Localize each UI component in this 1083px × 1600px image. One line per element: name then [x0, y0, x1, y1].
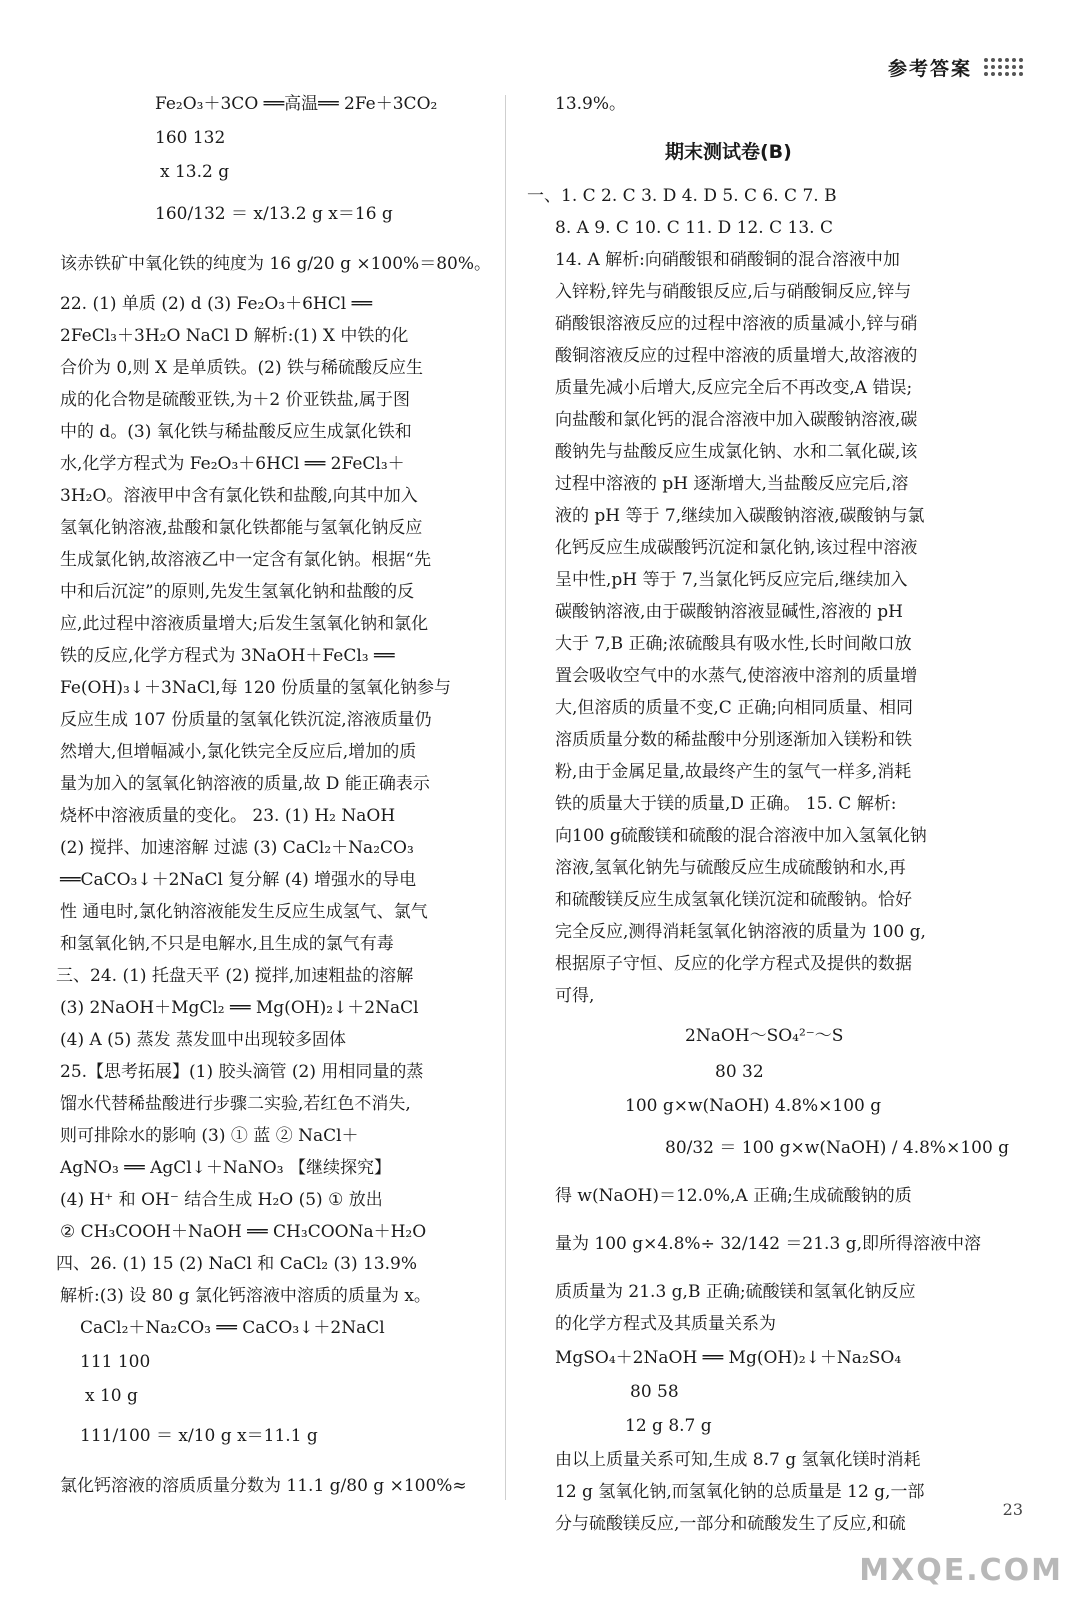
text-line: 和氢氧化钠,不只是电解水,且生成的氯气有毒 [60, 934, 394, 954]
text-line: 大于 7,B 正确;浓硫酸具有吸水性,长时间敞口放 [555, 634, 912, 654]
text-line: 碳酸钠溶液,由于碳酸钠溶液显碱性,溶液的 pH [555, 602, 903, 622]
text-line: MgSO₄＋2NaOH ══ Mg(OH)₂↓＋Na₂SO₄ [555, 1348, 902, 1368]
text-line: 大,但溶质的质量不变,C 正确;向相同质量、相同 [555, 698, 913, 718]
text-line: 液的 pH 等于 7,继续加入碳酸钠溶液,碳酸钠与氯 [555, 506, 925, 526]
text-line: 可得, [555, 986, 595, 1006]
text-line: 由以上质量关系可知,生成 8.7 g 氢氧化镁时消耗 [555, 1450, 921, 1470]
text-line: 合价为 0,则 X 是单质铁。(2) 铁与稀硫酸反应生 [60, 358, 424, 378]
text-line: 的化学方程式及其质量关系为 [555, 1314, 776, 1334]
text-line: 反应生成 107 份质量的氢氧化铁沉淀,溶液质量仍 [60, 710, 432, 730]
dots-decoration-icon [984, 58, 1023, 76]
text-line: x 13.2 g [160, 162, 230, 182]
text-line: 氢氧化钠溶液,盐酸和氯化铁都能与氢氧化钠反应 [60, 518, 423, 538]
text-line: ══CaCO₃↓＋2NaCl 复分解 (4) 增强水的导电 [60, 870, 417, 890]
text-line: 2NaOH～SO₄²⁻～S [685, 1026, 844, 1046]
text-line: 质量先减小后增大,反应完全后不再改变,A 错误; [555, 378, 913, 398]
text-line: 80/32 ＝ 100 g×w(NaOH) / 4.8%×100 g [665, 1138, 1010, 1158]
text-line: Fe₂O₃＋3CO ══高温══ 2Fe＋3CO₂ [155, 94, 438, 114]
text-line: 12 g 氢氧化钠,而氢氧化钠的总质量是 12 g,一部 [555, 1482, 925, 1502]
text-line: 和硫酸镁反应生成氢氧化镁沉淀和硫酸钠。恰好 [555, 890, 912, 910]
text-line: 过程中溶液的 pH 逐渐增大,当盐酸反应完后,溶 [555, 474, 909, 494]
text-line: (2) 搅拌、加速溶解 过滤 (3) CaCl₂＋Na₂CO₃ [60, 838, 414, 858]
text-line: (3) 2NaOH＋MgCl₂ ══ Mg(OH)₂↓＋2NaCl [60, 998, 419, 1018]
text-line: 馏水代替稀盐酸进行步骤二实验,若红色不消失, [60, 1094, 411, 1114]
text-line: 烧杯中溶液质量的变化。 23. (1) H₂ NaOH [60, 806, 396, 826]
text-line: 该赤铁矿中氧化铁的纯度为 16 g/20 g ×100%＝80%。 [60, 254, 492, 274]
text-line: 80 32 [715, 1062, 764, 1082]
page-header [888, 50, 1023, 84]
text-line: 水,化学方程式为 Fe₂O₃＋6HCl ══ 2FeCl₃＋ [60, 454, 405, 474]
text-line: 生成氯化钠,故溶液乙中一定含有氯化钠。根据“先 [60, 550, 432, 570]
text-line: 3H₂O。溶液甲中含有氯化铁和盐酸,向其中加入 [60, 486, 418, 506]
text-line: (4) H⁺ 和 OH⁻ 结合生成 H₂O (5) ① 放出 [60, 1190, 383, 1210]
text-line: 入锌粉,锌先与硝酸银反应,后与硝酸铜反应,锌与 [555, 282, 912, 302]
text-line: 22. (1) 单质 (2) d (3) Fe₂O₃＋6HCl ══ [60, 294, 373, 314]
text-line: (4) A (5) 蒸发 蒸发皿中出现较多固体 [60, 1030, 347, 1050]
text-line: 向100 g硫酸镁和硫酸的混合溶液中加入氢氧化钠 [555, 826, 927, 846]
text-line: 氯化钙溶液的溶质质量分数为 11.1 g/80 g ×100%≈ [60, 1476, 467, 1496]
text-line: 四、26. (1) 15 (2) NaCl 和 CaCl₂ (3) 13.9% [56, 1254, 418, 1274]
text-line: 粉,由于金属足量,故最终产生的氢气一样多,消耗 [555, 762, 912, 782]
text-line: 溶质质量分数的稀盐酸中分别逐渐加入镁粉和铁 [555, 730, 912, 750]
text-line: AgNO₃ ══ AgCl↓＋NaNO₃ 【继续探究】 [60, 1158, 391, 1178]
text-line: 置会吸收空气中的水蒸气,使溶液中溶剂的质量增 [555, 666, 918, 686]
text-line: 质质量为 21.3 g,B 正确;硫酸镁和氢氧化钠反应 [555, 1282, 916, 1302]
text-line: 然增大,但增幅减小,氯化铁完全反应后,增加的质 [60, 742, 417, 762]
text-line: 溶液,氢氧化钠先与硫酸反应生成硫酸钠和水,再 [555, 858, 906, 878]
text-line: 酸铜溶液反应的过程中溶液的质量增大,故溶液的 [555, 346, 918, 366]
text-line: 硝酸银溶液反应的过程中溶液的质量减小,锌与硝 [555, 314, 918, 334]
text-line: 14. A 解析:向硝酸银和硝酸铜的混合溶液中加 [555, 250, 900, 270]
watermark-logo: MXQE.COM [859, 1553, 1063, 1588]
text-line: 应,此过程中溶液质量增大;后发生氢氧化钠和氯化 [60, 614, 429, 634]
text-line: 13.9%。 [555, 94, 627, 114]
section-title: 期末测试卷(B) [665, 141, 792, 163]
text-line: 酸钠先与盐酸反应生成氯化钠、水和二氧化碳,该 [555, 442, 918, 462]
text-line: 80 58 [630, 1382, 679, 1402]
text-line: 分与硫酸镁反应,一部分和硫酸发生了反应,和硫 [555, 1514, 906, 1534]
text-line: 量为加入的氢氧化钠溶液的质量,故 D 能正确表示 [60, 774, 430, 794]
text-line: 量为 100 g×4.8%÷ 32/142 ＝21.3 g,即所得溶液中溶 [555, 1234, 981, 1254]
text-line: 160/132 ＝ x/13.2 g x＝16 g [155, 204, 393, 224]
text-line: 呈中性,pH 等于 7,当氯化钙反应完后,继续加入 [555, 570, 908, 590]
text-line: 中和后沉淀”的原则,先发生氢氧化钠和盐酸的反 [60, 582, 415, 602]
text-line: 一、1. C 2. C 3. D 4. D 5. C 6. C 7. B [527, 186, 837, 206]
text-line: 得 w(NaOH)＝12.0%,A 正确;生成硫酸钠的质 [555, 1186, 912, 1206]
text-line: 根据原子守恒、反应的化学方程式及提供的数据 [555, 954, 912, 974]
text-line: 2FeCl₃＋3H₂O NaCl D 解析:(1) X 中铁的化 [60, 326, 409, 346]
text-line: 100 g×w(NaOH) 4.8%×100 g [625, 1096, 882, 1116]
column-divider [505, 95, 506, 1500]
text-line: x 10 g [85, 1386, 138, 1406]
text-line: 8. A 9. C 10. C 11. D 12. C 13. C [555, 218, 833, 238]
text-line: 铁的反应,化学方程式为 3NaOH＋FeCl₃ ══ [60, 646, 395, 666]
text-line: 向盐酸和氯化钙的混合溶液中加入碳酸钠溶液,碳 [555, 410, 918, 430]
text-line: 解析:(3) 设 80 g 氯化钙溶液中溶质的质量为 x。 [60, 1286, 431, 1306]
text-line: 12 g 8.7 g [625, 1416, 712, 1436]
text-line: 性 通电时,氯化钠溶液能发生反应生成氢气、氯气 [60, 902, 428, 922]
text-line: 完全反应,测得消耗氢氧化钠溶液的质量为 100 g, [555, 922, 926, 942]
text-line: 111/100 ＝ x/10 g x＝11.1 g [80, 1426, 318, 1446]
text-line: ② CH₃COOH＋NaOH ══ CH₃COONa＋H₂O [60, 1222, 427, 1242]
page-number: 23 [1002, 1500, 1023, 1519]
text-line: Fe(OH)₃↓＋3NaCl,每 120 份质量的氢氧化钠参与 [60, 678, 451, 698]
text-line: 化钙反应生成碳酸钙沉淀和氯化钠,该过程中溶液 [555, 538, 918, 558]
text-line: 160 132 [155, 128, 226, 148]
text-line: 则可排除水的影响 (3) ① 蓝 ② NaCl＋ [60, 1126, 359, 1146]
text-line: 成的化合物是硫酸亚铁,为＋2 价亚铁盐,属于图 [60, 390, 411, 410]
text-line: 中的 d。(3) 氧化铁与稀盐酸反应生成氯化铁和 [60, 422, 412, 442]
text-line: CaCl₂＋Na₂CO₃ ══ CaCO₃↓＋2NaCl [80, 1318, 385, 1338]
text-line: 铁的质量大于镁的质量,D 正确。 15. C 解析: [555, 794, 897, 814]
header-title: 参考答案 [887, 57, 972, 80]
text-line: 三、24. (1) 托盘天平 (2) 搅拌,加速粗盐的溶解 [56, 966, 414, 986]
text-line: 25.【思考拓展】(1) 胶头滴管 (2) 用相同量的蒸 [60, 1062, 424, 1082]
text-line: 111 100 [80, 1352, 151, 1372]
